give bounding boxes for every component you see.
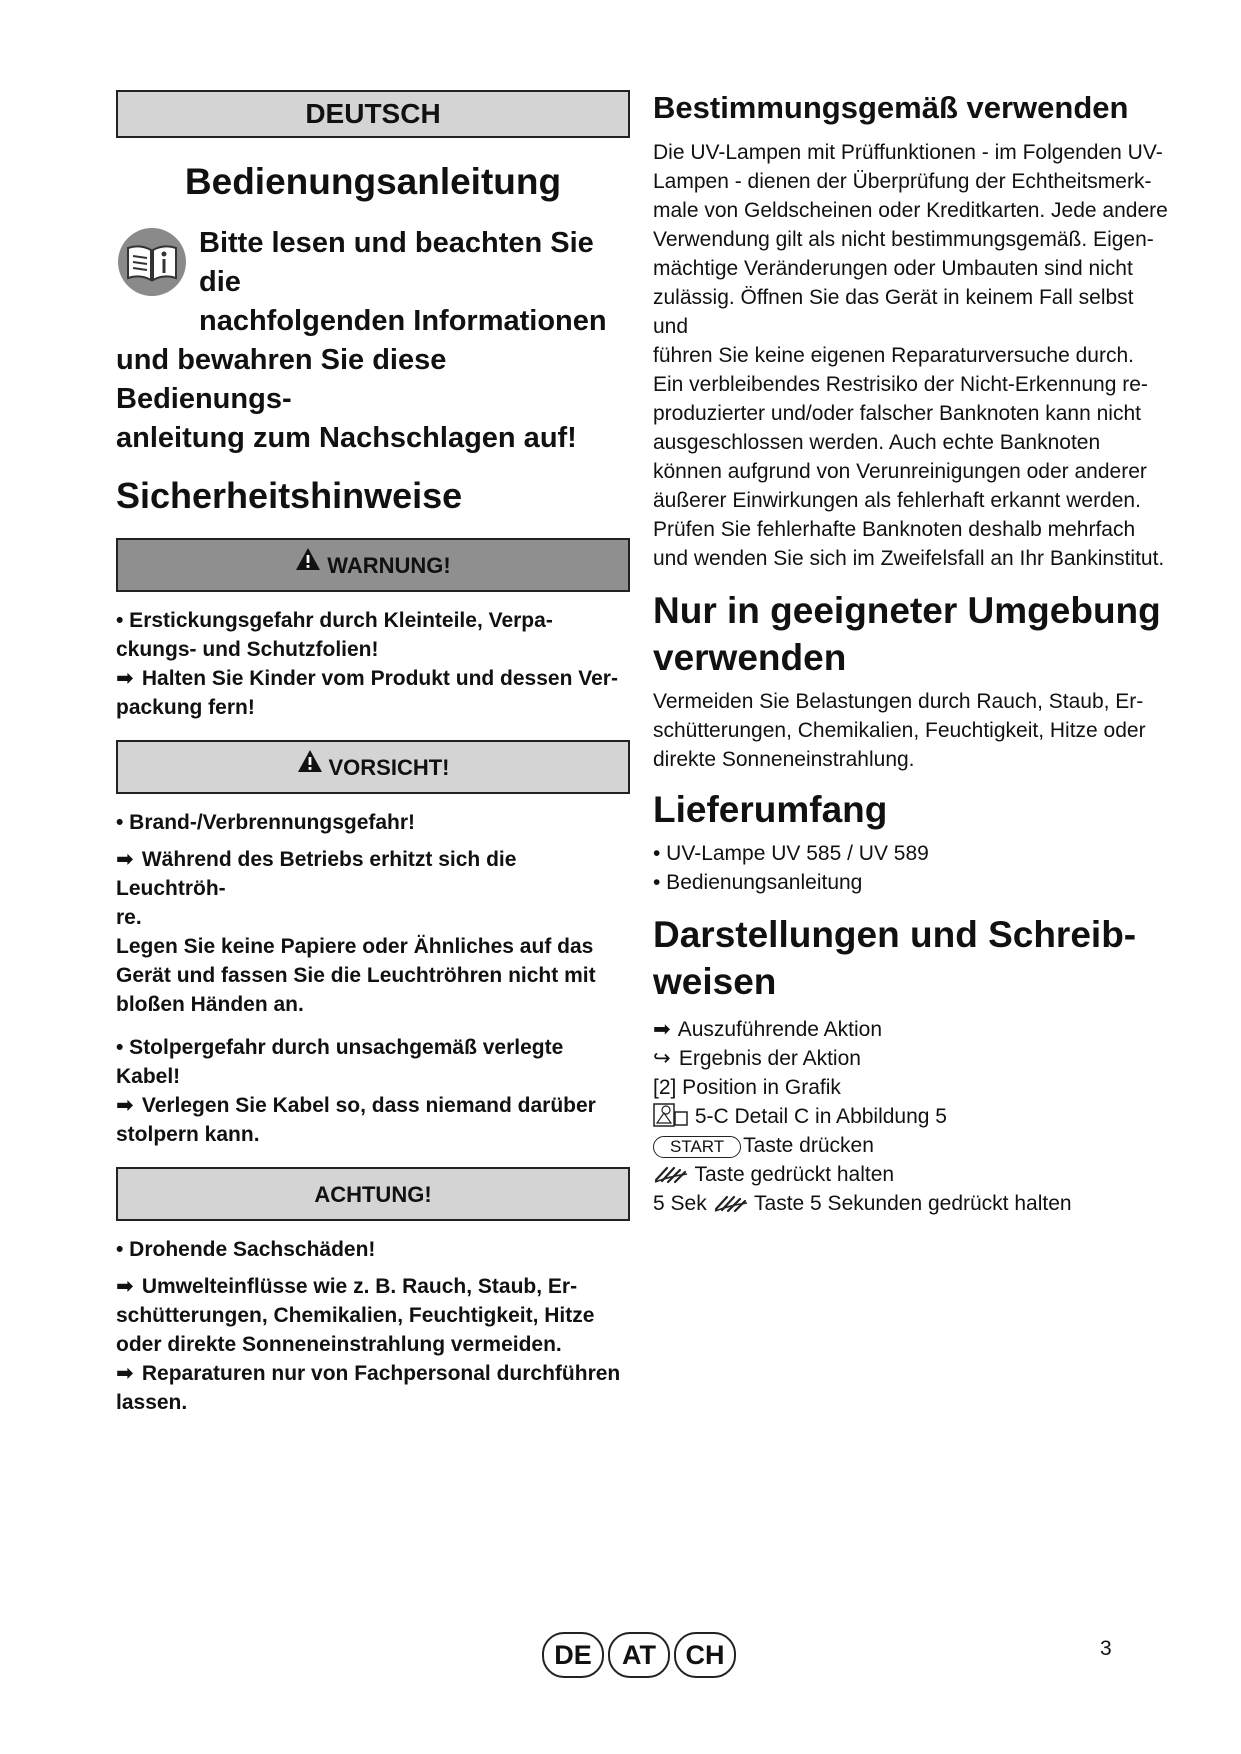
notation-list: ➡ Auszuführende Aktion ↪ Ergebnis der Aktion [2] Position in Grafik 5-C Detail C in Abbildung 5 START Taste drücken Taste gedrückt halten 5 Sek Taste 5 Sekunden gedrückt halten <box>653 1015 1173 1218</box>
text-line: Ein verbleibendes Restrisiko der Nicht-Erkennung re- <box>653 373 1148 396</box>
warning-triangle-icon <box>297 740 323 792</box>
text-line: mächtige Veränderungen oder Umbauten sind nicht <box>653 257 1133 280</box>
environment-title: Nur in geeigneter Umgebung verwenden <box>653 590 1161 678</box>
action-arrow-icon: ➡ <box>116 848 134 871</box>
attention-line: oder direkte Sonneneinstrahlung vermeiden. <box>116 1333 562 1356</box>
action-arrow-icon: ➡ <box>116 1275 134 1298</box>
caution-line: re. <box>116 906 142 929</box>
press-hold-hand-icon <box>653 1163 689 1186</box>
safety-title: Sicherheitshinweise <box>116 475 463 516</box>
attention-line: lassen. <box>116 1391 188 1414</box>
action-arrow-icon: ➡ <box>653 1018 671 1041</box>
intended-use-title: Bestimmungsgemäß verwenden <box>653 90 1129 125</box>
caution-line: Gerät und fassen Sie die Leuchtröhren nicht mit <box>116 964 596 987</box>
language-header: DEUTSCH <box>116 90 630 138</box>
text-line: führen Sie keine eigenen Reparaturversuche durch. <box>653 344 1134 367</box>
warning-line: packung fern! <box>116 696 255 719</box>
text-line: zulässig. Öffnen Sie das Gerät in keinem Fall selbst und <box>653 286 1134 338</box>
text-line: direkte Sonneneinstrahlung. <box>653 748 915 771</box>
right-column <box>653 88 1173 1218</box>
caution-line: stolpern kann. <box>116 1123 260 1146</box>
action-arrow-icon: ➡ <box>116 1362 134 1385</box>
warning-text <box>116 606 630 722</box>
warning-line: • Erstickungsgefahr durch Kleinteile, Verpa- <box>116 609 553 632</box>
country-badge-de: DE <box>542 1632 604 1678</box>
info-book-icon <box>116 226 188 309</box>
start-key-icon: START <box>653 1136 741 1158</box>
doc-title: Bedienungsanleitung <box>184 161 562 202</box>
country-badge-ch: CH <box>674 1632 736 1678</box>
text-line: können aufgrund von Verunreinigungen oder anderer <box>653 460 1147 483</box>
notation-title: Darstellungen und Schreib- weisen <box>653 914 1137 1002</box>
caution-line: Legen Sie keine Papiere oder Ähnliches auf das <box>116 935 594 958</box>
text-line: produzierter und/oder falscher Banknoten kann nicht <box>653 402 1141 425</box>
country-badge-at: AT <box>608 1632 670 1678</box>
attention-box <box>116 1167 630 1221</box>
action-arrow-icon: ➡ <box>116 1094 134 1117</box>
intro-line: anleitung zum Nachschlagen auf! <box>116 422 577 454</box>
text-line: äußerer Einwirkungen als fehlerhaft erkannt werden. <box>653 489 1141 512</box>
intro-line: Bitte lesen und beachten Sie die <box>199 227 594 298</box>
intro-line: nachfolgenden Informationen <box>199 305 607 337</box>
attention-line: schütterungen, Chemikalien, Feuchtigkeit, Hitze <box>116 1304 595 1327</box>
attention-label: ACHTUNG! <box>314 1182 432 1207</box>
warning-triangle-icon <box>295 538 321 590</box>
caution-line: Kabel! <box>116 1065 181 1088</box>
intended-use-text <box>653 138 1173 573</box>
left-column <box>116 90 630 1417</box>
list-item: • Bedienungsanleitung <box>653 871 863 894</box>
caution-line: Verlegen Sie Kabel so, dass niemand darüber <box>141 1094 596 1117</box>
text-line: Die UV-Lampen mit Prüffunktionen - im Folgenden UV- <box>653 141 1163 164</box>
detail-figure-icon <box>653 1105 689 1128</box>
action-arrow-icon: ➡ <box>116 667 134 690</box>
text-line: male von Geldscheinen oder Kreditkarten. Jede andere <box>653 199 1168 222</box>
caution-text <box>116 808 630 1149</box>
attention-text <box>116 1235 630 1417</box>
intro-line: und bewahren Sie diese Bedienungs- <box>116 344 447 415</box>
caution-box <box>116 740 630 794</box>
caution-line: Während des Betriebs erhitzt sich die Leuchtröh- <box>116 848 517 900</box>
warning-line: ckungs- und Schutzfolien! <box>116 638 379 661</box>
intro-notice <box>116 224 630 458</box>
attention-line: Umwelteinflüsse wie z. B. Rauch, Staub, Er- <box>141 1275 578 1298</box>
text-line: und wenden Sie sich im Zweifelsfall an Ihr Bankinstitut. <box>653 547 1165 570</box>
caution-label: VORSICHT! <box>328 755 450 780</box>
caution-line: • Brand-/Verbrennungsgefahr! <box>116 811 416 834</box>
text-line: Vermeiden Sie Belastungen durch Rauch, Staub, Er- <box>653 690 1144 713</box>
press-hold-hand-icon <box>713 1192 749 1215</box>
list-item: • UV-Lampe UV 585 / UV 589 <box>653 842 929 865</box>
attention-line: Reparaturen nur von Fachpersonal durchführen <box>141 1362 621 1385</box>
text-line: schütterungen, Chemikalien, Feuchtigkeit, Hitze oder <box>653 719 1146 742</box>
environment-text <box>653 687 1173 774</box>
position-line: [2] Position in Grafik <box>653 1076 841 1099</box>
result-arrow-icon: ↪ <box>653 1047 671 1070</box>
attention-line: • Drohende Sachschäden! <box>116 1238 376 1261</box>
text-line: Verwendung gilt als nicht bestimmungsgemäß. Eigen- <box>653 228 1154 251</box>
warning-line: Halten Sie Kinder vom Produkt und dessen Ver- <box>141 667 618 690</box>
warning-label: WARNUNG! <box>327 553 451 578</box>
text-line: Prüfen Sie fehlerhafte Banknoten deshalb mehrfach <box>653 518 1136 541</box>
country-badges <box>542 1632 736 1678</box>
text-line: ausgeschlossen werden. Auch echte Banknoten <box>653 431 1101 454</box>
page-number: 3 <box>1100 1637 1112 1660</box>
scope-list <box>653 839 1173 897</box>
caution-line: • Stolpergefahr durch unsachgemäß verlegte <box>116 1036 564 1059</box>
scope-title: Lieferumfang <box>653 789 888 830</box>
caution-line: bloßen Händen an. <box>116 993 304 1016</box>
text-line: Lampen - dienen der Überprüfung der Echtheitsmerk- <box>653 170 1152 193</box>
warning-box <box>116 538 630 592</box>
